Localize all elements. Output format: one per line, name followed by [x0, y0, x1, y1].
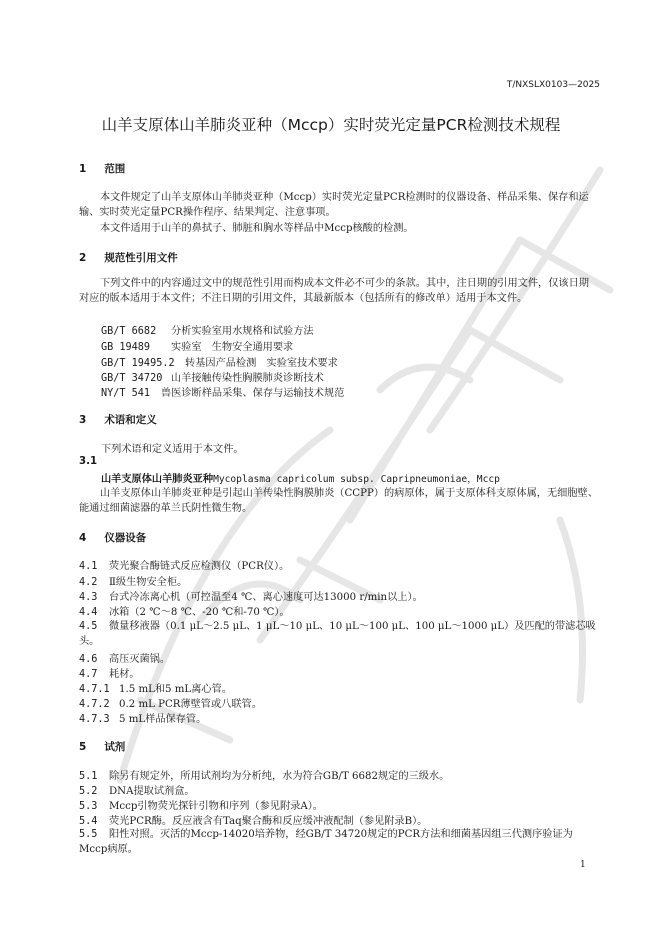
reference-item — [101, 384, 344, 399]
page-number: 1 — [580, 860, 586, 870]
section-3-heading — [79, 412, 157, 427]
item-number: 4.6 — [79, 654, 98, 665]
list-item — [79, 695, 262, 710]
item-number: 5.3 — [79, 801, 98, 812]
item-text: 台式冷冻离心机（可控温至4 ℃、离心速度可达13000 r/min以上）。 — [109, 592, 423, 603]
list-item — [79, 619, 601, 650]
item-text: 荧光聚合酶链式反应检测仪（PCR仪）。 — [109, 561, 290, 572]
list-item — [79, 812, 427, 827]
list-item — [79, 680, 232, 695]
section-title: 规范性引用文件 — [104, 252, 178, 264]
list-item — [79, 650, 170, 665]
item-text: 5 mL样品保存管。 — [119, 714, 207, 725]
paragraph: 本文件规定了山羊支原体山羊肺炎亚种（Mccp）实时荧光定量PCR检测时的仪器设备、样品采集、保存和运输、实时荧光定量PCR操作程序、结果判定、注意事项。 — [79, 192, 589, 219]
reference-item — [101, 354, 338, 369]
reference-item — [101, 338, 293, 353]
document-code: T/NXSLX0103—2025 — [506, 80, 600, 90]
item-text: 冰箱（2 ℃～8 ℃、-20 ℃和-70 ℃）。 — [109, 607, 290, 618]
list-item — [79, 767, 449, 782]
reference-title: 转基因产品检测 实验室技术要求 — [185, 358, 338, 369]
list-item — [79, 557, 289, 572]
reference-code: GB/T 6682 — [101, 326, 157, 337]
item-text: 除另有规定外，所用试剂均为分析纯，水为符合GB/T 6682规定的三级水。 — [109, 771, 450, 782]
item-number: 4.7.1 — [79, 684, 110, 695]
item-text: 耗材。 — [109, 669, 140, 680]
term-heading — [101, 470, 500, 485]
section-1-heading — [79, 161, 125, 176]
item-text: 荧光PCR酶。反应液含有Taq聚合酶和反应缓冲液配制（参见附录B）。 — [109, 816, 428, 827]
item-number: 4.4 — [79, 607, 98, 618]
list-item — [79, 827, 601, 858]
reference-title: 分析实验室用水规格和试验方法 — [171, 326, 314, 337]
item-text: Ⅱ级生物安全柜。 — [109, 577, 188, 588]
term-number: 3.1 — [79, 456, 98, 467]
item-text: 0.2 mL PCR薄壁管或八联管。 — [119, 699, 262, 710]
paragraph: 下列文件中的内容通过文中的规范性引用而构成本文件必不可少的条款。其中，注日期的引用文件，仅该日期对应的版本适用于本文件；不注日期的引用文件，其最新版本（包括所有的修改单）适用于本文件。 — [79, 278, 589, 305]
reference-code: GB/T 19495.2 — [101, 358, 175, 369]
section-5-heading — [79, 739, 125, 754]
item-number: 4.2 — [79, 577, 98, 588]
list-item — [79, 782, 195, 797]
reference-title: 实验室 生物安全通用要求 — [171, 342, 294, 353]
item-number: 4.5 — [79, 621, 98, 632]
item-text: 高压灭菌锅。 — [109, 654, 171, 665]
item-number: 4.7 — [79, 669, 98, 680]
item-number: 4.1 — [79, 561, 98, 572]
section-title: 试剂 — [104, 741, 126, 753]
list-item — [79, 573, 187, 588]
section-title: 仪器设备 — [104, 532, 147, 544]
reference-code: GB/T 34720 — [101, 373, 163, 384]
section-number: 1 — [79, 163, 87, 175]
list-item — [79, 665, 140, 680]
paragraph: 本文件适用于山羊的鼻拭子、肺脏和胸水等样品中Mccp核酸的检测。 — [100, 223, 414, 234]
list-item — [79, 710, 206, 725]
reference-item — [101, 369, 324, 384]
document-title: 山羊支原体山羊肺炎亚种（Mccp）实时荧光定量PCR检测技术规程 — [101, 116, 561, 134]
item-text: Mccp引物荧光探针引物和序列（参见附录A）。 — [109, 801, 323, 812]
item-text: 微量移液器（0.1 μL～2.5 μL、1 μL～10 μL、10 μL～100 μL、100 μL～1000 μL）及匹配的带滤芯吸头。 — [79, 621, 596, 648]
reference-title: 山羊接触传染性胸膜肺炎诊断技术 — [171, 373, 324, 384]
section-title: 术语和定义 — [104, 414, 157, 426]
section-number: 3 — [79, 414, 87, 426]
term-definition: 山羊支原体山羊肺炎亚种是引起山羊传染性胸膜肺炎（CCPP）的病原体，属于支原体科支原体属，无细胞壁、能通过细菌滤器的革兰氏阴性微生物。 — [79, 488, 598, 515]
item-number: 5.5 — [79, 829, 98, 840]
item-number: 4.3 — [79, 592, 98, 603]
item-text: 阳性对照。灭活的Mccp-14020培养物，经GB/T 34720规定的PCR方法和细菌基因组三代测序验证为Mccp病原。 — [79, 829, 573, 856]
section-number: 4 — [79, 532, 87, 544]
item-number: 5.2 — [79, 786, 98, 797]
list-item — [79, 603, 290, 618]
term-english: Mycoplasma capricolum subsp. Capripneumoniae，Mccp — [213, 474, 500, 485]
section-number: 5 — [79, 741, 87, 753]
reference-code: GB 19489 — [101, 342, 151, 353]
section-4-heading — [79, 530, 146, 545]
reference-item — [101, 322, 314, 337]
item-number: 5.1 — [79, 771, 98, 782]
item-number: 4.7.3 — [79, 714, 110, 725]
section-number: 2 — [79, 252, 87, 264]
item-number: 5.4 — [79, 816, 98, 827]
reference-code: NY/T 541 — [101, 388, 151, 399]
item-text: DNA提取试剂盒。 — [109, 786, 195, 797]
item-text: 1.5 mL和5 mL离心管。 — [119, 684, 232, 695]
reference-title: 兽医诊断样品采集、保存与运输技术规范 — [161, 388, 345, 399]
paragraph: 下列术语和定义适用于本文件。 — [101, 444, 244, 455]
term-chinese: 山羊支原体山羊肺炎亚种 — [101, 474, 214, 485]
section-title: 范围 — [104, 163, 126, 175]
section-2-heading — [79, 250, 178, 265]
item-number: 4.7.2 — [79, 699, 110, 710]
list-item — [79, 797, 323, 812]
list-item — [79, 588, 423, 603]
